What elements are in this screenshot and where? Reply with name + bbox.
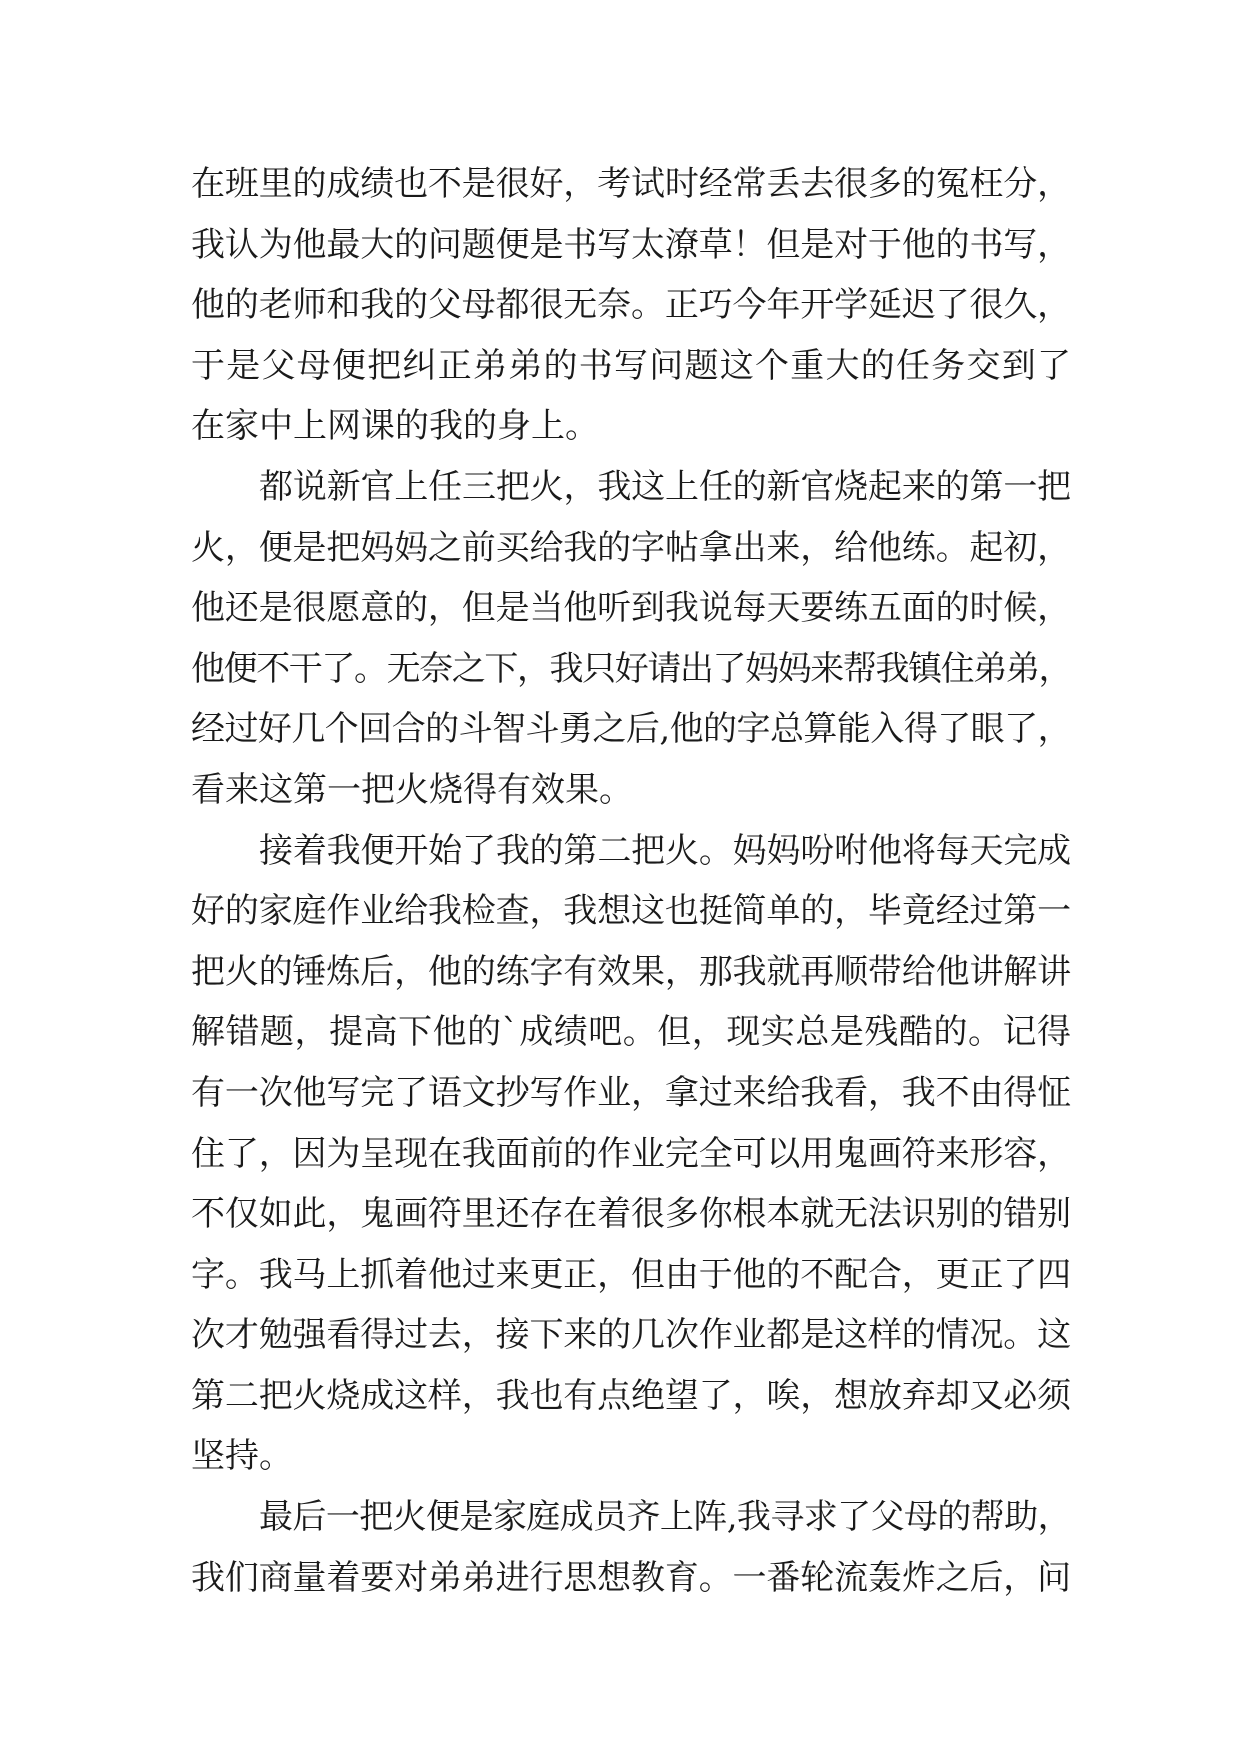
paragraph-first-line: 接着我便开始了我的第二把火。妈妈吩咐他将每天完成 — [259, 830, 1071, 871]
text-line: 他还是很愿意的，但是当他听到我说每天要练五面的时候， — [191, 588, 1071, 629]
text-line: 字。我马上抓着他过来更正，但由于他的不配合，更正了四 — [191, 1254, 1071, 1295]
text-line: 第二把火烧成这样，我也有点绝望了，唉，想放弃却又必须 — [191, 1375, 1071, 1416]
text-line: 不仅如此，鬼画符里还存在着很多你根本就无法识别的错别 — [191, 1194, 1071, 1235]
text-line: 我认为他最大的问题便是书写太潦草！但是对于他的书写， — [191, 224, 1071, 265]
text-line: 把火的锤炼后，他的练字有效果，那我就再顺带给他讲解讲 — [191, 951, 1071, 992]
text-line: 看来这第一把火烧得有效果。 — [191, 769, 633, 810]
text-line: 我们商量着要对弟弟进行思想教育。一番轮流轰炸之后，问 — [191, 1557, 1071, 1598]
text-line: 解错题，提高下他的`成绩吧。但，现实总是残酷的。记得 — [191, 1012, 1071, 1053]
text-line: 经过好几个回合的斗智斗勇之后,他的字总算能入得了眼了， — [191, 709, 1071, 750]
text-line: 他便不干了。无奈之下，我只好请出了妈妈来帮我镇住弟弟， — [191, 648, 1071, 689]
text-line: 他的老师和我的父母都很无奈。正巧今年开学延迟了很久， — [191, 285, 1071, 326]
text-line: 次才勉强看得过去，接下来的几次作业都是这样的情况。这 — [191, 1315, 1071, 1356]
text-line: 坚持。 — [191, 1436, 293, 1477]
text-line: 住了，因为呈现在我面前的作业完全可以用鬼画符来形容， — [191, 1133, 1071, 1174]
essay-body — [191, 154, 1071, 1608]
text-line: 于是父母便把纠正弟弟的书写问题这个重大的任务交到了 — [191, 345, 1071, 386]
paragraph-first-line: 最后一把火便是家庭成员齐上阵,我寻求了父母的帮助， — [259, 1497, 1071, 1538]
text-line: 有一次他写完了语文抄写作业，拿过来给我看，我不由得怔 — [191, 1072, 1071, 1113]
text-line: 火，便是把妈妈之前买给我的字帖拿出来，给他练。起初， — [191, 527, 1071, 568]
text-line: 在班里的成绩也不是很好，考试时经常丢去很多的冤枉分， — [191, 164, 1071, 204]
text-line: 好的家庭作业给我检查，我想这也挺简单的，毕竟经过第一 — [191, 891, 1071, 932]
text-line: 在家中上网课的我的身上。 — [191, 406, 599, 447]
paragraph-first-line: 都说新官上任三把火，我这上任的新官烧起来的第一把 — [259, 466, 1071, 507]
